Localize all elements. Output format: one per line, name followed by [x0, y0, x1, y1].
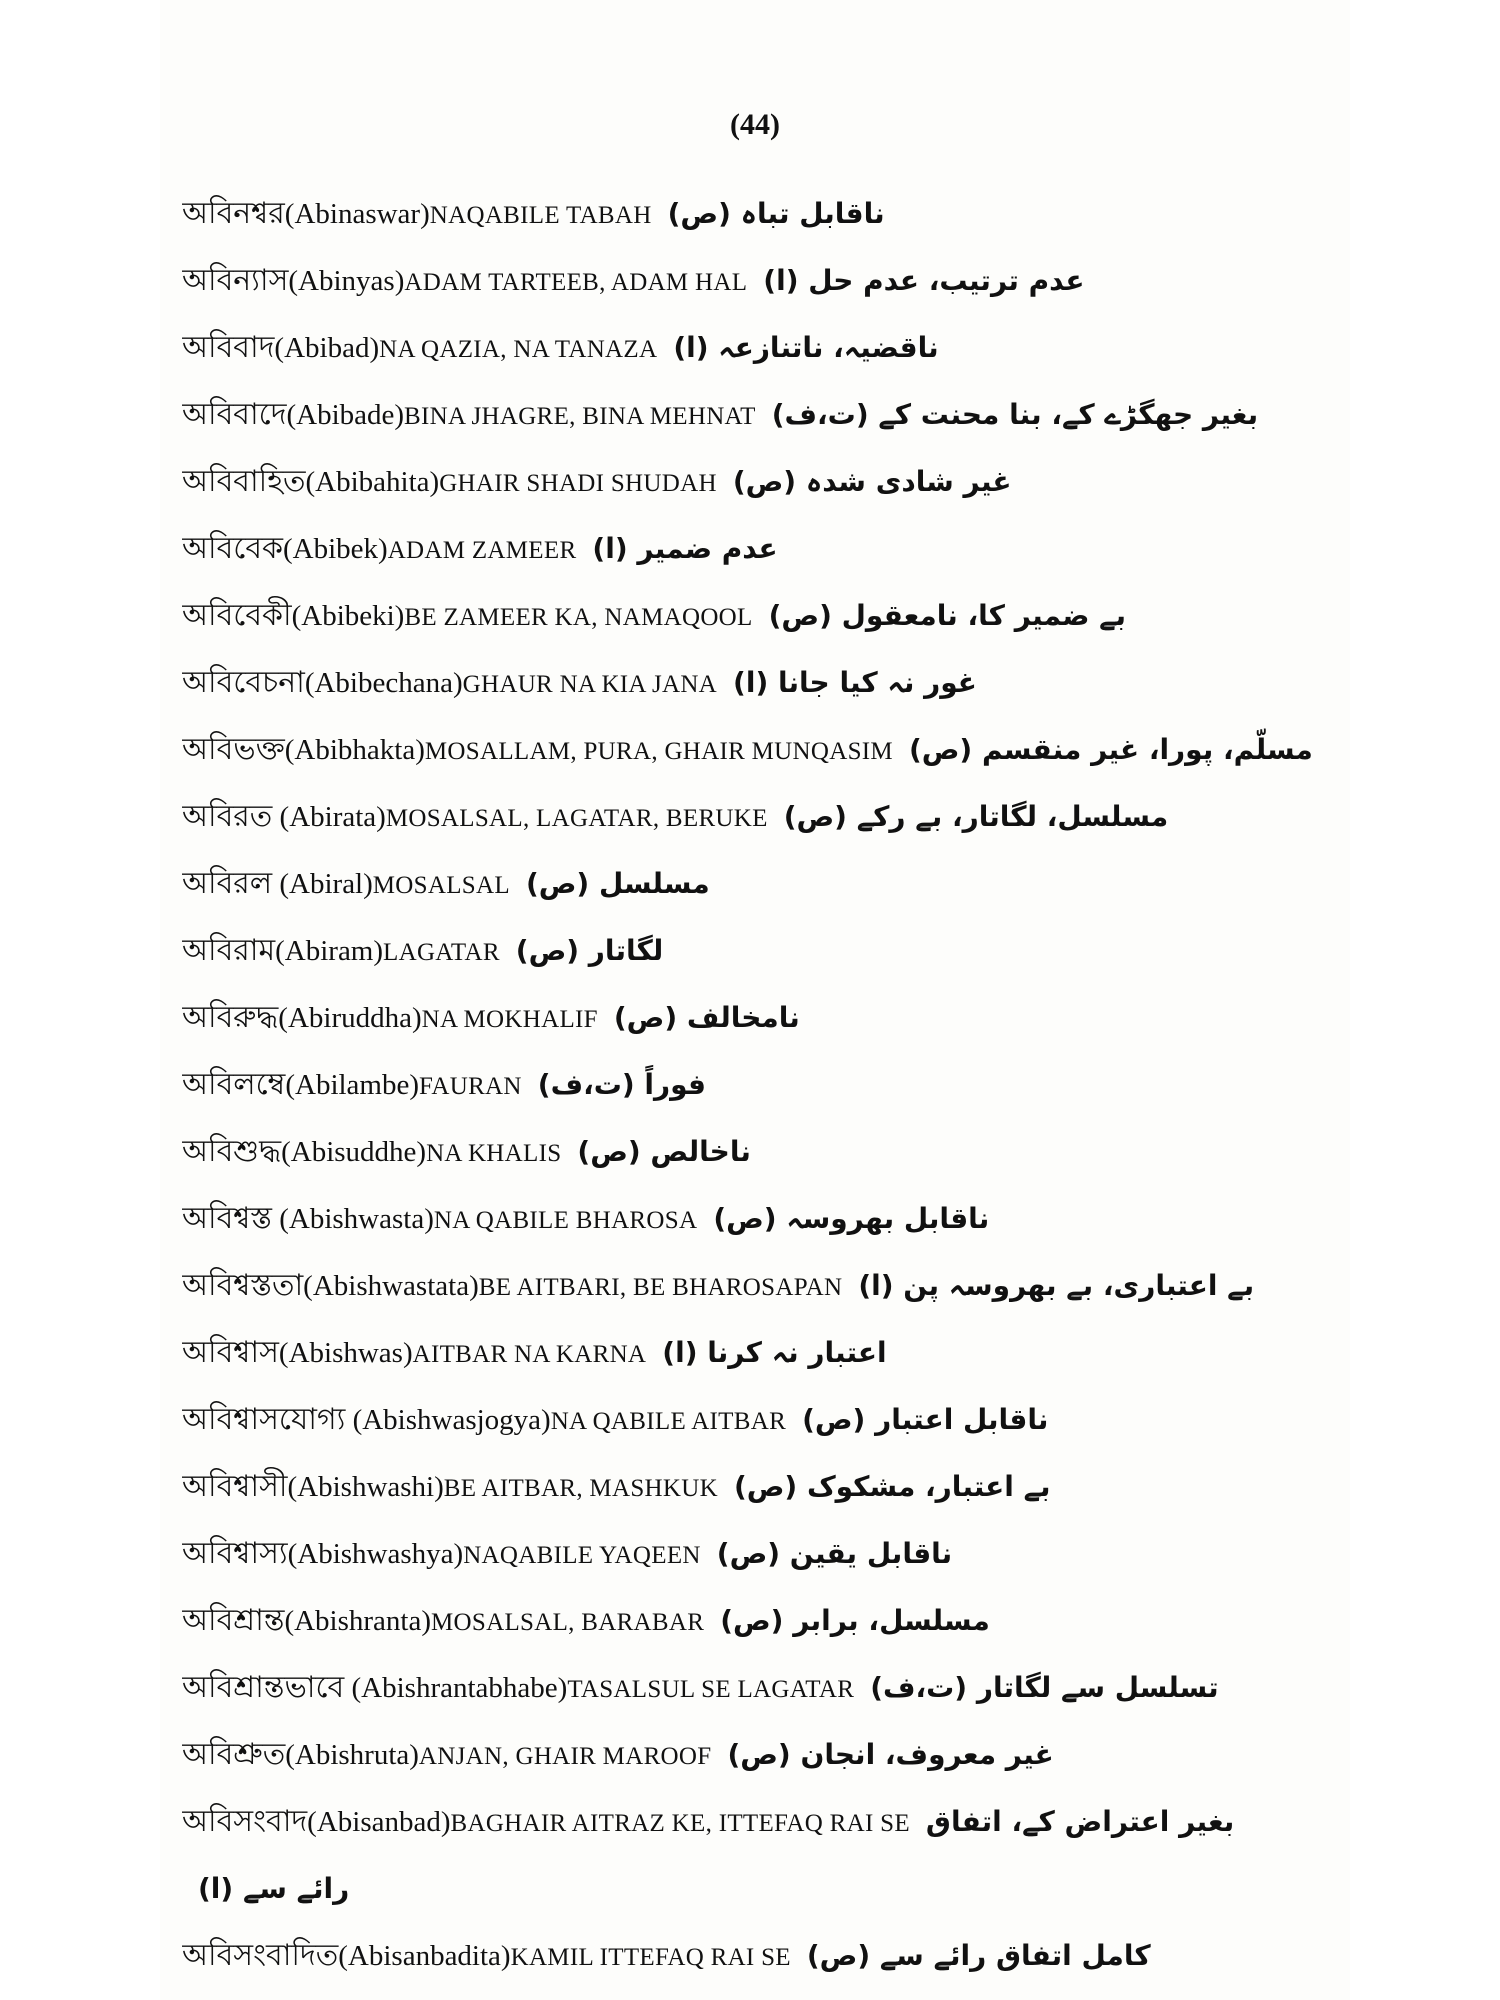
transliteration: (Abibahita) [305, 466, 440, 498]
dictionary-entry [182, 582, 1342, 649]
bengali-word: অবিশুদ্ধ [182, 1134, 282, 1169]
dictionary-entry [182, 1587, 1342, 1654]
dictionary-entry [182, 1252, 1342, 1319]
bengali-word: অবিশ্রুত [182, 1737, 286, 1772]
dictionary-entry [182, 716, 1342, 783]
dictionary-entry [182, 1118, 1342, 1185]
roman-meaning: TASALSUL SE LAGATAR [567, 1676, 855, 1703]
urdu-meaning: مسلّم، پورا، غیر منقسم (ص) [908, 733, 1313, 766]
transliteration: (Abinaswar) [284, 198, 430, 230]
roman-meaning: LAGATAR [383, 939, 500, 966]
dictionary-entry [182, 1386, 1342, 1453]
dictionary-entry [182, 1185, 1342, 1252]
roman-meaning: MOSALLAM, PURA, GHAIR MUNQASIM [424, 738, 893, 765]
dictionary-entry [182, 1788, 1342, 1855]
transliteration: (Abishrantabhabe) [344, 1672, 568, 1704]
dictionary-entry [182, 448, 1342, 515]
roman-meaning: ADAM ZAMEER [387, 537, 577, 564]
bengali-word: অবিরত [182, 799, 273, 834]
urdu-meaning: ناقابل اعتبار (ص) [802, 1403, 1049, 1436]
urdu-meaning: مسلسل، برابر (ص) [720, 1604, 990, 1637]
transliteration: (Abisanbadita) [338, 1940, 511, 1972]
transliteration: (Abirata) [272, 801, 386, 833]
bengali-word: অবিবেকী [182, 598, 292, 633]
urdu-meaning: ناقضیہ، ناتنازعہ (ا) [673, 331, 939, 364]
dictionary-entry [182, 917, 1342, 984]
dictionary-entry [182, 1453, 1342, 1520]
transliteration: (Abibek) [283, 533, 388, 565]
dictionary-entry [182, 1520, 1342, 1587]
bengali-word: অবিরুদ্ধ [182, 1000, 279, 1035]
dictionary-entry [182, 783, 1342, 850]
transliteration: (Abishwasjogya) [345, 1404, 551, 1436]
bengali-word: অবিশ্বাসী [182, 1469, 288, 1504]
dictionary-entry [182, 314, 1342, 381]
urdu-meaning: عدم ترتیب، عدم حل (ا) [763, 264, 1085, 297]
bengali-word: অবিশ্রান্ত [182, 1603, 285, 1638]
roman-meaning: NA MOKHALIF [421, 1006, 598, 1033]
transliteration: (Abilambe) [285, 1069, 420, 1101]
transliteration: (Abinyas) [288, 265, 405, 297]
transliteration: (Abishwasta) [271, 1203, 434, 1235]
transliteration: (Abibeki) [291, 600, 405, 632]
bengali-word: অবিসংবাদিত [182, 1938, 339, 1973]
page-number: (44) [730, 108, 780, 141]
roman-meaning: FAURAN [419, 1073, 522, 1100]
roman-meaning: KAMIL ITTEFAQ RAI SE [510, 1944, 791, 1971]
urdu-meaning: بے اعتبار، مشکوک (ص) [733, 1470, 1051, 1503]
bengali-word: অবিরল [182, 866, 273, 901]
urdu-meaning: ناقابل تباہ (ص) [667, 197, 885, 230]
bengali-word: অবিসংবাদ [182, 1804, 308, 1839]
transliteration: (Abishwashi) [287, 1471, 444, 1503]
urdu-meaning: مسلسل، لگاتار، بے رکے (ص) [783, 800, 1169, 833]
transliteration: (Abishruta) [285, 1739, 419, 1771]
roman-meaning: AITBAR NA KARNA [412, 1341, 647, 1368]
urdu-meaning: بے ضمیر کا، نامعقول (ص) [768, 599, 1127, 632]
dictionary-entry [182, 180, 1342, 247]
transliteration: (Abishwashya) [287, 1538, 464, 1570]
transliteration: (Abibade) [286, 399, 405, 431]
transliteration: (Abisuddhe) [281, 1136, 427, 1168]
bengali-word: অবিভক্ত [182, 732, 285, 767]
transliteration: (Abisanbad) [307, 1806, 451, 1838]
urdu-meaning: بغیر اعتراض کے، اتفاق [925, 1805, 1235, 1838]
bengali-word: অবিশ্বস্ত [182, 1201, 272, 1236]
roman-meaning: NA QABILE AITBAR [550, 1408, 787, 1435]
urdu-meaning: تسلسل سے لگاتار (ت،ف) [870, 1671, 1219, 1704]
dictionary-entry [182, 1721, 1342, 1788]
transliteration: (Abishwas) [278, 1337, 413, 1369]
roman-meaning: NA QAZIA, NA TANAZA [379, 336, 658, 363]
entry-list [182, 180, 1342, 1989]
bengali-word: অবিবাদ [182, 330, 275, 365]
transliteration: (Abiruddha) [278, 1002, 422, 1034]
bengali-word: অবিশ্বস্ততা [182, 1268, 304, 1303]
bengali-word: অবিবেক [182, 531, 284, 566]
bengali-word: অবিলম্বে [182, 1067, 286, 1102]
dictionary-entry [182, 1319, 1342, 1386]
roman-meaning: NAQABILE YAQEEN [463, 1542, 701, 1569]
urdu-meaning: رائے سے (ا) [198, 1872, 350, 1905]
urdu-meaning: نامخالف (ص) [613, 1001, 800, 1034]
bengali-word: অবিরাম [182, 933, 276, 968]
roman-meaning: NA QABILE BHAROSA [433, 1207, 698, 1234]
urdu-meaning: مسلسل (ص) [525, 867, 710, 900]
bengali-word: অবিবেচনা [182, 665, 305, 700]
transliteration: (Abibechana) [304, 667, 463, 699]
bengali-word: অবিশ্বাস [182, 1335, 279, 1370]
urdu-meaning: لگاتار (ص) [515, 934, 664, 967]
urdu-meaning: ناقابل یقین (ص) [716, 1537, 953, 1570]
roman-meaning: GHAUR NA KIA JANA [462, 671, 718, 698]
dictionary-entry [182, 381, 1342, 448]
transliteration: (Abibhakta) [284, 734, 425, 766]
dictionary-entry [182, 1654, 1342, 1721]
roman-meaning: BE AITBARI, BE BHAROSAPAN [478, 1274, 843, 1301]
roman-meaning: MOSALSAL [372, 872, 510, 899]
dictionary-entry [182, 1051, 1342, 1118]
roman-meaning: GHAIR SHADI SHUDAH [439, 470, 717, 497]
dictionary-entry [182, 247, 1342, 314]
transliteration: (Abibad) [274, 332, 380, 364]
bengali-word: অবিবাহিত [182, 464, 306, 499]
urdu-meaning: ناخالص (ص) [577, 1135, 751, 1168]
transliteration: (Abiral) [272, 868, 373, 900]
dictionary-entry [182, 649, 1342, 716]
transliteration: (Abiram) [275, 935, 384, 967]
roman-meaning: BINA JHAGRE, BINA MEHNAT [404, 403, 756, 430]
urdu-meaning: فوراً (ت،ف) [537, 1068, 707, 1101]
bengali-word: অবিশ্রান্তভাবে [182, 1670, 345, 1705]
roman-meaning: MOSALSAL, BARABAR [431, 1609, 705, 1636]
urdu-meaning: بے اعتباری، بے بھروسہ پن (ا) [858, 1269, 1255, 1302]
roman-meaning: MOSALSAL, LAGATAR, BERUKE [385, 805, 768, 832]
roman-meaning: ANJAN, GHAIR MAROOF [418, 1743, 712, 1770]
roman-meaning: BE ZAMEER KA, NAMAQOOL [404, 604, 753, 631]
roman-meaning: ADAM TARTEEB, ADAM HAL [404, 269, 748, 296]
transliteration: (Abishranta) [284, 1605, 432, 1637]
urdu-meaning: عدم ضمیر (ا) [592, 532, 778, 565]
bengali-word: অবিশ্বাসযোগ্য [182, 1402, 346, 1437]
urdu-meaning: غور نہ کیا جانا (ا) [733, 666, 977, 699]
bengali-word: অবিবাদে [182, 397, 287, 432]
urdu-meaning: غیر معروف، انجان (ص) [727, 1738, 1054, 1771]
urdu-meaning: اعتبار نہ کرنا (ا) [662, 1336, 887, 1369]
urdu-meaning: غیر شادی شدہ (ص) [732, 465, 1012, 498]
roman-meaning: NAQABILE TABAH [429, 202, 652, 229]
urdu-meaning: کامل اتفاق رائے سے (ص) [806, 1939, 1151, 1972]
transliteration: (Abishwastata) [303, 1270, 479, 1302]
dictionary-page [160, 0, 1350, 2000]
bengali-word: অবিন্যাস [182, 263, 289, 298]
dictionary-entry [182, 1922, 1342, 1989]
bengali-word: অবিশ্বাস্য [182, 1536, 288, 1571]
urdu-meaning: ناقابل بھروسہ (ص) [713, 1202, 990, 1235]
urdu-meaning: بغیر جھگڑے کے، بنا محنت کے (ت،ف) [771, 398, 1259, 431]
dictionary-entry [182, 515, 1342, 582]
roman-meaning: NA KHALIS [426, 1140, 562, 1167]
roman-meaning: BAGHAIR AITRAZ KE, ITTEFAQ RAI SE [450, 1810, 910, 1837]
roman-meaning: BE AITBAR, MASHKUK [443, 1475, 718, 1502]
dictionary-entry [182, 1855, 1342, 1922]
dictionary-entry [182, 984, 1342, 1051]
dictionary-entry [182, 850, 1342, 917]
bengali-word: অবিনশ্বর [182, 196, 285, 231]
